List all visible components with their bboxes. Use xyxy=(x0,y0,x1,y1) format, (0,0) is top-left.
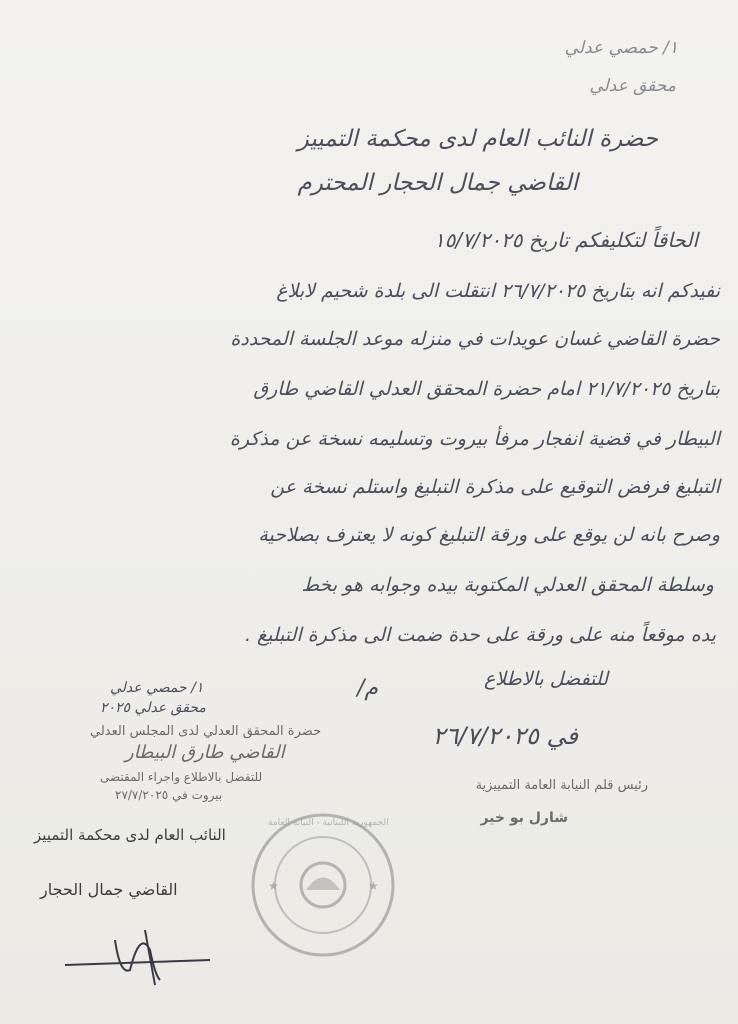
closing-date: في ٢٦/٧/٢٠٢٥ xyxy=(432,722,578,750)
body-initial: م/ xyxy=(356,676,378,701)
left-note-line-3: حضرة المحقق العدلي لدى المجلس العدلي xyxy=(90,724,322,739)
body-line-4: بتاريخ ٢١/٧/٢٠٢٥ امام حضرة المحقق العدلي القاضي طارق xyxy=(253,378,720,400)
official-seal xyxy=(248,810,398,960)
body-line-7: وصرح بانه لن يوقع على ورقة التبليغ كونه لا يعترف بصلاحية xyxy=(258,524,720,546)
prosecutor-name: القاضي جمال الحجار xyxy=(40,880,178,899)
body-line-6: التبليغ فرفض التوقيع على مذكرة التبليغ واستلم نسخة عن xyxy=(270,476,720,498)
body-line-8: وسلطة المحقق العدلي المكتوبة بيده وجوابه هو بخط xyxy=(301,574,714,596)
body-line-9: يده موقعاً منه على ورقة على حدة ضمت الى مذكرة التبليغ . xyxy=(244,624,716,646)
left-note-line-5: للتفضل بالاطلاع واجراء المقتضى xyxy=(100,770,263,784)
body-line-5: البيطار في قضية انفجار مرفأ بيروت وتسليمه نسخة عن مذكرة xyxy=(229,428,720,450)
body-line-2: نفيدكم انه بتاريخ ٢٦/٧/٢٠٢٥ انتقلت الى بلدة شحيم لابلاغ xyxy=(276,280,720,302)
signature-scribble xyxy=(60,920,220,990)
seal-star-left: ★ xyxy=(268,879,279,893)
addressee-line-2: القاضي جمال الحجار المحترم xyxy=(297,170,578,196)
seal-outer-text: الجمهورية اللبنانية - النيابة العامة xyxy=(268,818,389,828)
header-line-1: ١/ حمصي عدلي xyxy=(564,38,678,58)
left-note-line-1: ١/ حمصي عدلي xyxy=(110,680,204,696)
right-signature-title: رئيس قلم النيابة العامة التمييزية xyxy=(475,778,648,793)
left-note-line-4: القاضي طارق البيطار xyxy=(125,742,285,763)
prosecutor-title: النائب العام لدى محكمة التمييز xyxy=(34,826,226,844)
left-note-line-6: بيروت في ٢٧/٧/٢٠٢٥ xyxy=(115,788,223,802)
left-note-line-2: محقق عدلي ٢٠٢٥ xyxy=(100,700,206,716)
header-line-2: محقق عدلي xyxy=(589,76,676,96)
body-line-1: الحاقاً لتكليفكم تاريخ ١٥/٧/٢٠٢٥ xyxy=(433,228,698,252)
addressee-line-1: حضرة النائب العام لدى محكمة التمييز xyxy=(297,126,658,152)
body-line-10: للتفضل بالاطلاع xyxy=(483,668,608,690)
seal-star-right: ★ xyxy=(368,879,379,893)
right-signature-name: شارل بو خير xyxy=(480,810,568,826)
body-line-3: حضرة القاضي غسان عويدات في منزله موعد الجلسة المحددة xyxy=(230,328,720,350)
